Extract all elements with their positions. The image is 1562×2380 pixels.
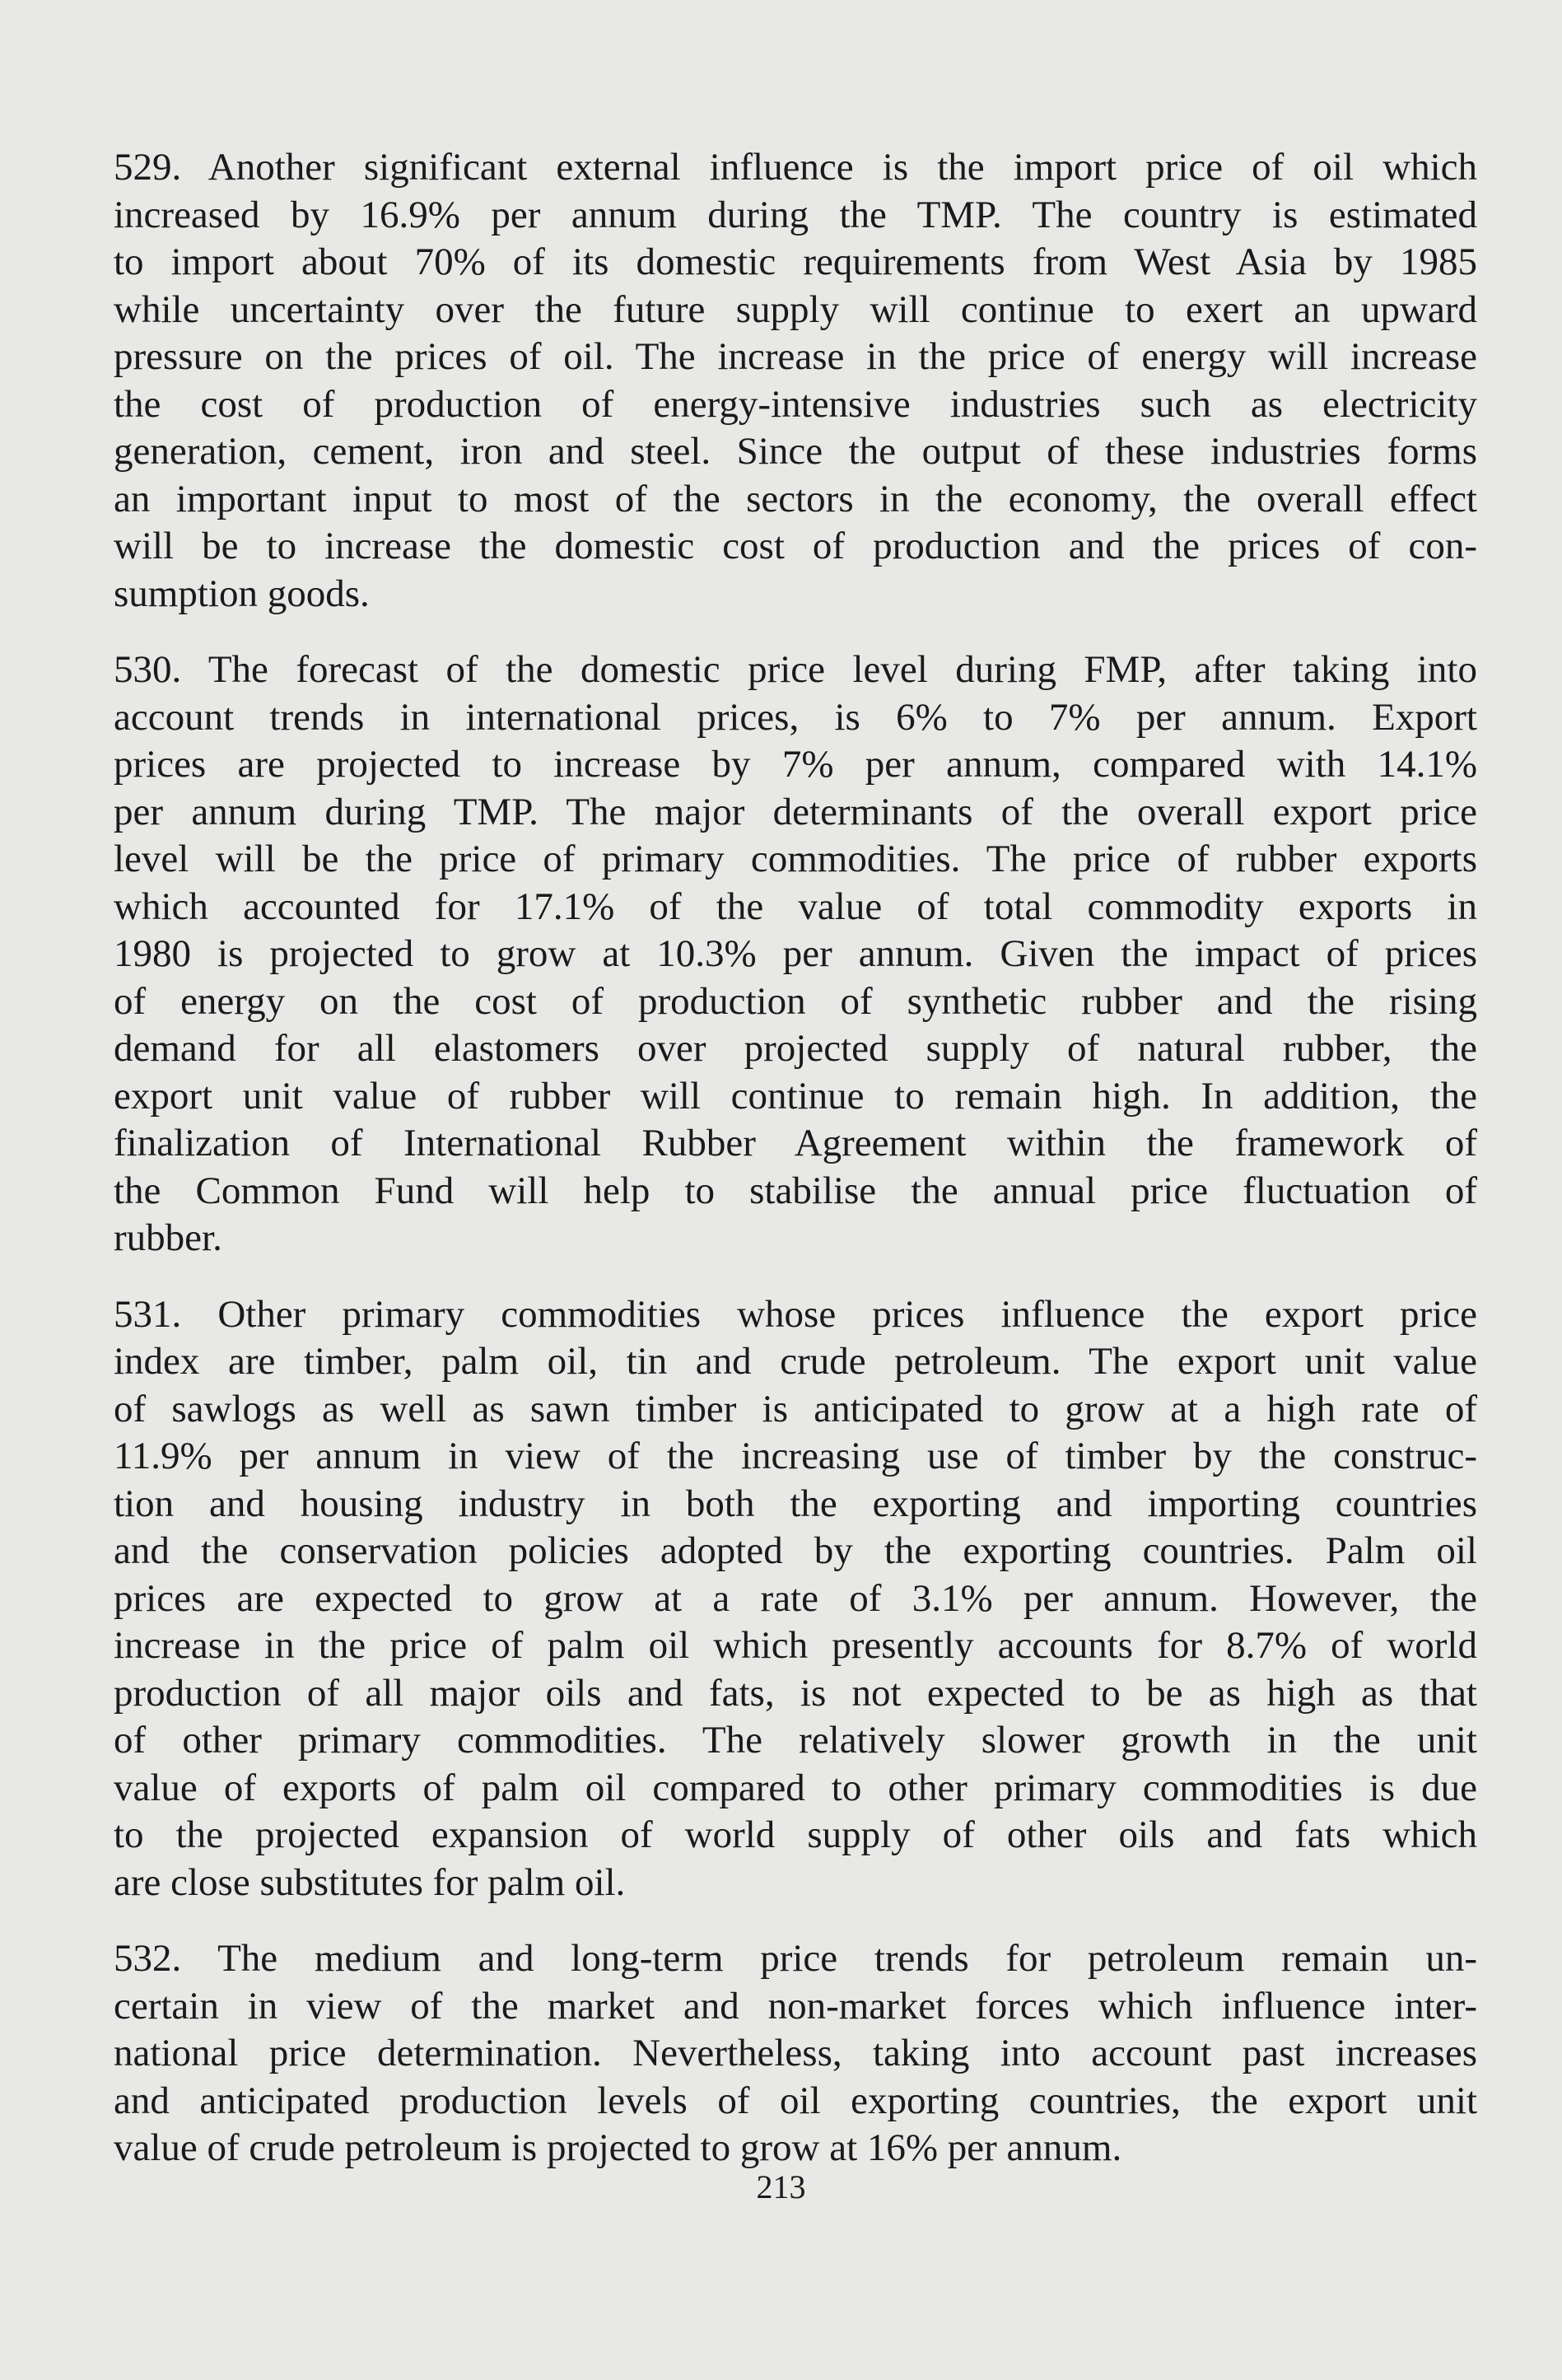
text-line: level will be the price of primary commodities. The price of rubber exports <box>114 838 1477 880</box>
text-line: the Common Fund will help to stabilise the annual price fluctuation of <box>114 1169 1477 1212</box>
text-line: 531. Other primary commodities whose prices influence the export price <box>114 1292 1477 1336</box>
text-line: index are timber, palm oil, tin and crude petroleum. The export unit value <box>114 1340 1477 1383</box>
text-line: prices are expected to grow at a rate of 3.1% per annum. However, the <box>114 1576 1477 1620</box>
text-line: to the projected expansion of world supply of other oils and fats which <box>114 1813 1477 1856</box>
text-line: 532. The medium and long-term price trends for petroleum remain un- <box>114 1937 1477 1980</box>
text-line: which accounted for 17.1% of the value of total commodity exports in <box>114 884 1477 928</box>
text-line: of other primary commodities. The relatively slower growth in the unit <box>114 1719 1477 1762</box>
paragraph <box>114 1291 1477 1907</box>
text-line: production of all major oils and fats, is not expected to be as high as that <box>114 1671 1477 1715</box>
document-body <box>114 144 1477 2201</box>
text-line: 11.9% per annum in view of the increasing use of timber by the construc- <box>114 1435 1477 1477</box>
text-line: export unit value of rubber will continue to remain high. In addition, the <box>114 1074 1477 1118</box>
text-line: increased by 16.9% per annum during the TMP. The country is estimated <box>114 193 1477 236</box>
text-line: national price determination. Nevertheless, taking into account past increases <box>114 2032 1477 2074</box>
text-line: and anticipated production levels of oil exporting countries, the export unit <box>114 2079 1477 2122</box>
text-line: of energy on the cost of production of synthetic rubber and the rising <box>114 979 1477 1023</box>
text-line: value of crude petroleum is projected to grow at 16% per annum. <box>114 2126 1122 2169</box>
page-number: 213 <box>756 2168 806 2205</box>
text-line: tion and housing industry in both the exporting and importing countries <box>114 1482 1477 1525</box>
text-line: prices are projected to increase by 7% per annum, compared with 14.1% <box>114 743 1477 786</box>
text-line: of sawlogs as well as sawn timber is anticipated to grow at a high rate of <box>114 1387 1477 1430</box>
text-line: value of exports of palm oil compared to other primary commodities is due <box>114 1766 1477 1809</box>
paragraph <box>114 646 1477 1262</box>
text-line: while uncertainty over the future supply will continue to exert an upward <box>114 287 1477 331</box>
text-line: account trends in international prices, is 6% to 7% per annum. Export <box>114 695 1477 739</box>
text-line: an important input to most of the sectors in the economy, the overall effect <box>114 477 1477 520</box>
text-line: 530. The forecast of the domestic price level during FMP, after taking into <box>114 648 1477 691</box>
text-line: per annum during TMP. The major determinants of the overall export price <box>114 790 1477 833</box>
text-line: 1980 is projected to grow at 10.3% per annum. Given the impact of prices <box>114 932 1477 975</box>
paragraph <box>114 1935 1477 2172</box>
text-line: pressure on the prices of oil. The increase in the price of energy will increase <box>114 335 1477 378</box>
text-line: to import about 70% of its domestic requirements from West Asia by 1985 <box>114 240 1477 283</box>
text-line: finalization of International Rubber Agreement within the framework of <box>114 1122 1477 1164</box>
text-line: 529. Another significant external influence is the import price of oil which <box>114 146 1477 189</box>
text-line: rubber. <box>114 1216 222 1259</box>
text-line: sumption goods. <box>114 572 370 615</box>
text-line: certain in view of the market and non-market forces which influence inter- <box>114 1984 1477 2028</box>
text-line: will be to increase the domestic cost of production and the prices of con- <box>114 525 1477 567</box>
text-line: are close substitutes for palm oil. <box>114 1860 626 1904</box>
text-line: increase in the price of palm oil which presently accounts for 8.7% of world <box>114 1624 1477 1667</box>
text-line: and the conservation policies adopted by the exporting countries. Palm oil <box>114 1529 1477 1572</box>
text-line: demand for all elastomers over projected supply of natural rubber, the <box>114 1027 1477 1070</box>
paragraph <box>114 144 1477 618</box>
text-line: the cost of production of energy-intensive industries such as electricity <box>114 382 1477 426</box>
text-line: generation, cement, iron and steel. Since the output of these industries forms <box>114 430 1477 473</box>
